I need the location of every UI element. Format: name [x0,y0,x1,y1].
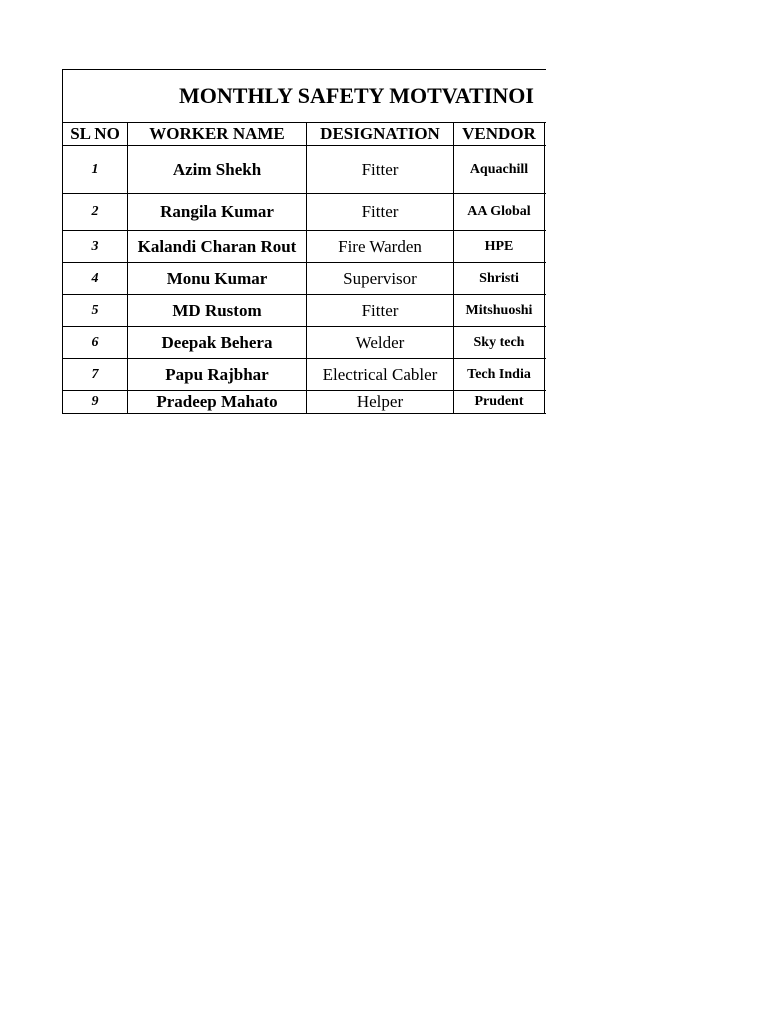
row-vendor: Prudent [454,391,545,414]
row-worker-name: Pradeep Mahato [128,391,307,414]
row-worker-name: MD Rustom [128,295,307,327]
row-worker-name: Papu Rajbhar [128,359,307,391]
row-vendor: Mitshuoshi [454,295,545,327]
row-hidden-cell [545,391,547,414]
row-vendor: Tech India [454,359,545,391]
table-row [63,295,547,327]
row-vendor: Shristi [454,263,545,295]
table-row [63,263,547,295]
row-designation: Welder [307,327,454,359]
row-sl: 2 [63,194,128,231]
title-row [63,70,547,123]
row-hidden-cell [545,359,547,391]
row-vendor: HPE [454,231,545,263]
table-row [63,359,547,391]
table-row [63,146,547,194]
row-hidden-cell [545,327,547,359]
row-hidden-cell [545,146,547,194]
row-designation: Fitter [307,146,454,194]
row-vendor: AA Global [454,194,545,231]
row-hidden-cell [545,231,547,263]
row-worker-name: Kalandi Charan Rout [128,231,307,263]
header-hidden [545,123,547,146]
row-sl: 1 [63,146,128,194]
row-worker-name: Azim Shekh [128,146,307,194]
row-sl: 9 [63,391,128,414]
row-sl: 5 [63,295,128,327]
header-vendor: VENDOR [454,123,545,146]
row-vendor: Aquachill [454,146,545,194]
row-hidden-cell [545,263,547,295]
row-designation: Fitter [307,295,454,327]
header-sl-no: SL NO [63,123,128,146]
row-hidden-cell [545,295,547,327]
row-hidden-cell [545,194,547,231]
row-worker-name: Monu Kumar [128,263,307,295]
row-worker-name: Deepak Behera [128,327,307,359]
row-designation: Fitter [307,194,454,231]
safety-table [62,69,546,414]
row-designation: Electrical Cabler [307,359,454,391]
row-vendor: Sky tech [454,327,545,359]
table-row [63,391,547,414]
row-sl: 3 [63,231,128,263]
table-row [63,231,547,263]
row-designation: Supervisor [307,263,454,295]
row-sl: 4 [63,263,128,295]
row-worker-name: Rangila Kumar [128,194,307,231]
table-row [63,194,547,231]
row-designation: Helper [307,391,454,414]
header-designation: DESIGNATION [307,123,454,146]
sheet-title: MONTHLY SAFETY MOTVATINOI [63,70,547,123]
header-row [63,123,547,146]
sheet-area [62,69,546,419]
table-row [63,327,547,359]
row-designation: Fire Warden [307,231,454,263]
row-sl: 7 [63,359,128,391]
header-worker-name: WORKER NAME [128,123,307,146]
row-sl: 6 [63,327,128,359]
